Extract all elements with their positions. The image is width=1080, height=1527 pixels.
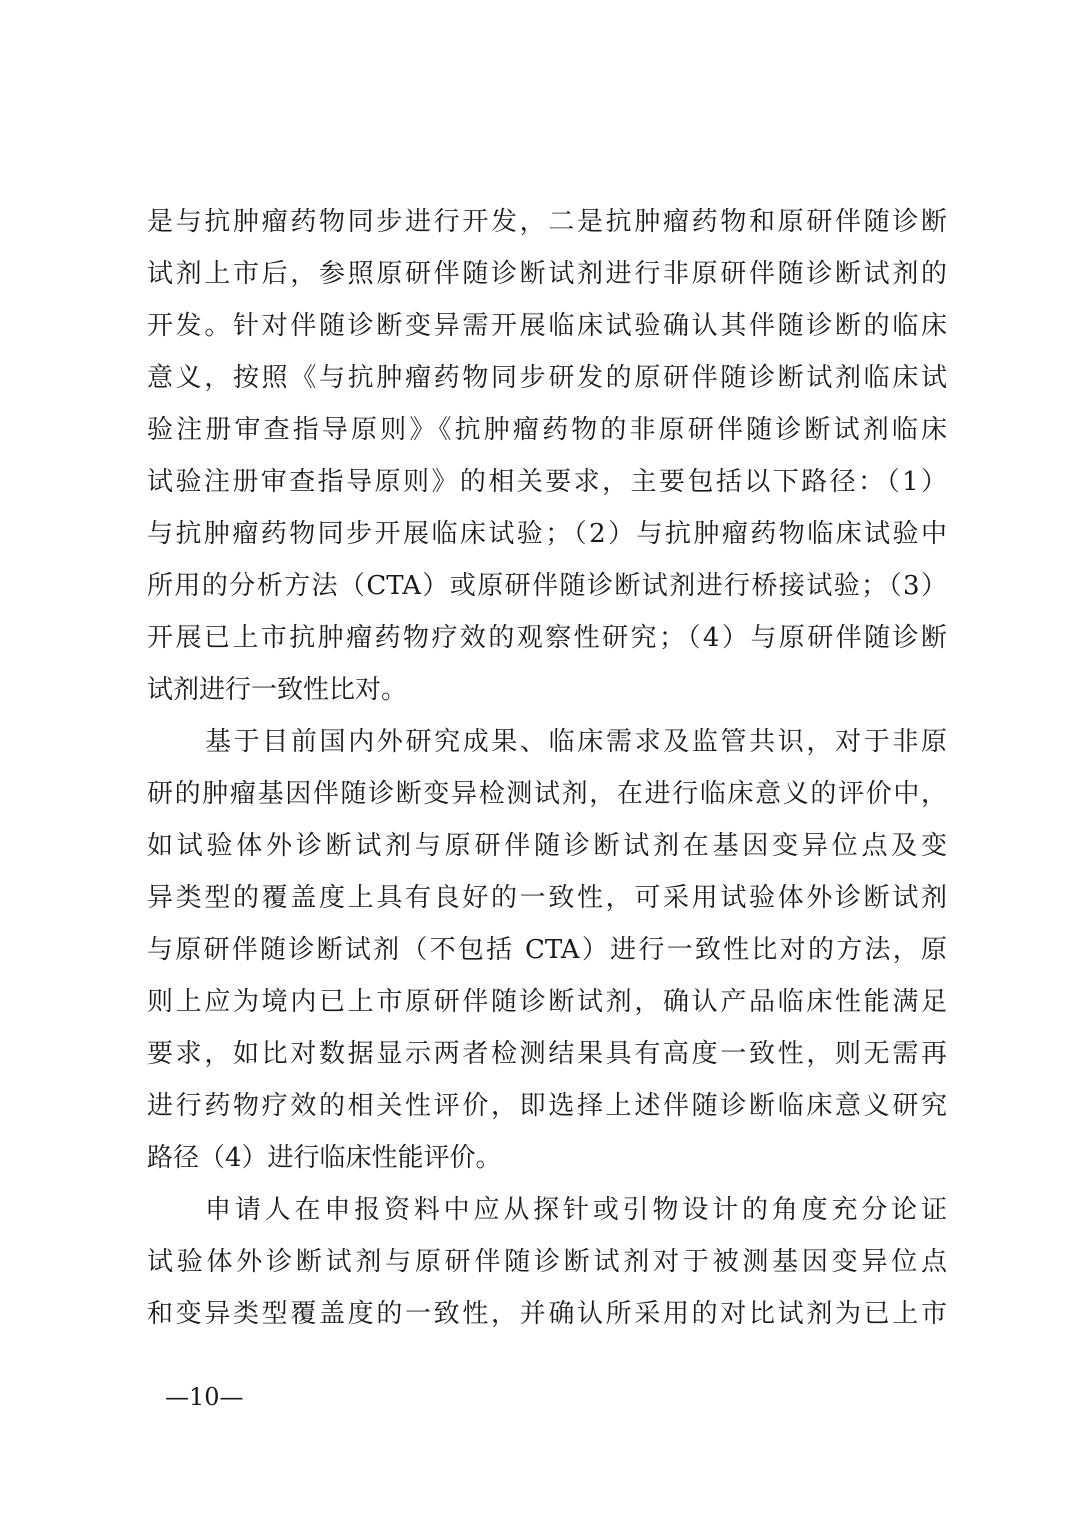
text-line: 验注册审查指导原则》《抗肿瘤药物的非原研伴随诊断试剂临床: [147, 415, 947, 445]
text-line: 开展已上市抗肿瘤药物疗效的观察性研究；（4）与原研伴随诊断: [147, 623, 947, 653]
paragraph-2: [147, 716, 947, 1184]
text-line: 和变异类型覆盖度的一致性，并确认所采用的对比试剂为已上市: [147, 1299, 947, 1329]
text-line: 如试验体外诊断试剂与原研伴随诊断试剂在基因变异位点及变: [147, 831, 947, 861]
text-line: 开发。针对伴随诊断变异需开展临床试验确认其伴随诊断的临床: [147, 311, 947, 341]
text-line: 则上应为境内已上市原研伴随诊断试剂，确认产品临床性能满足: [147, 987, 947, 1017]
text-line: 试验注册审查指导原则》的相关要求，主要包括以下路径：（1）: [147, 467, 947, 497]
body-text: [147, 196, 947, 1340]
text-line: 进行药物疗效的相关性评价，即选择上述伴随诊断临床意义研究: [147, 1091, 947, 1121]
text-line: 要求，如比对数据显示两者检测结果具有高度一致性，则无需再: [147, 1039, 947, 1069]
text-line: 试验体外诊断试剂与原研伴随诊断试剂对于被测基因变异位点: [147, 1247, 947, 1277]
page-number: —10—: [165, 1383, 244, 1411]
text-line: 研的肿瘤基因伴随诊断变异检测试剂，在进行临床意义的评价中，: [147, 779, 947, 809]
text-line: 基于目前国内外研究成果、临床需求及监管共识，对于非原: [205, 727, 947, 757]
paragraph-3: [147, 1184, 947, 1340]
text-line: 异类型的覆盖度上具有良好的一致性，可采用试验体外诊断试剂: [147, 883, 947, 913]
text-line: 路径（4）进行临床性能评价。: [147, 1143, 502, 1173]
text-line: 与原研伴随诊断试剂（不包括 CTA）进行一致性比对的方法，原: [147, 935, 947, 965]
text-line: 是与抗肿瘤药物同步进行开发，二是抗肿瘤药物和原研伴随诊断: [147, 207, 947, 237]
paragraph-1: [147, 196, 947, 716]
text-line: 试剂进行一致性比对。: [147, 675, 408, 705]
text-line: 所用的分析方法（CTA）或原研伴随诊断试剂进行桥接试验；（3）: [147, 571, 947, 601]
text-line: 与抗肿瘤药物同步开展临床试验；（2）与抗肿瘤药物临床试验中: [147, 519, 947, 549]
text-line: 试剂上市后，参照原研伴随诊断试剂进行非原研伴随诊断试剂的: [147, 259, 947, 289]
text-line: 申请人在申报资料中应从探针或引物设计的角度充分论证: [205, 1195, 947, 1225]
text-line: 意义，按照《与抗肿瘤药物同步研发的原研伴随诊断试剂临床试: [147, 363, 947, 393]
